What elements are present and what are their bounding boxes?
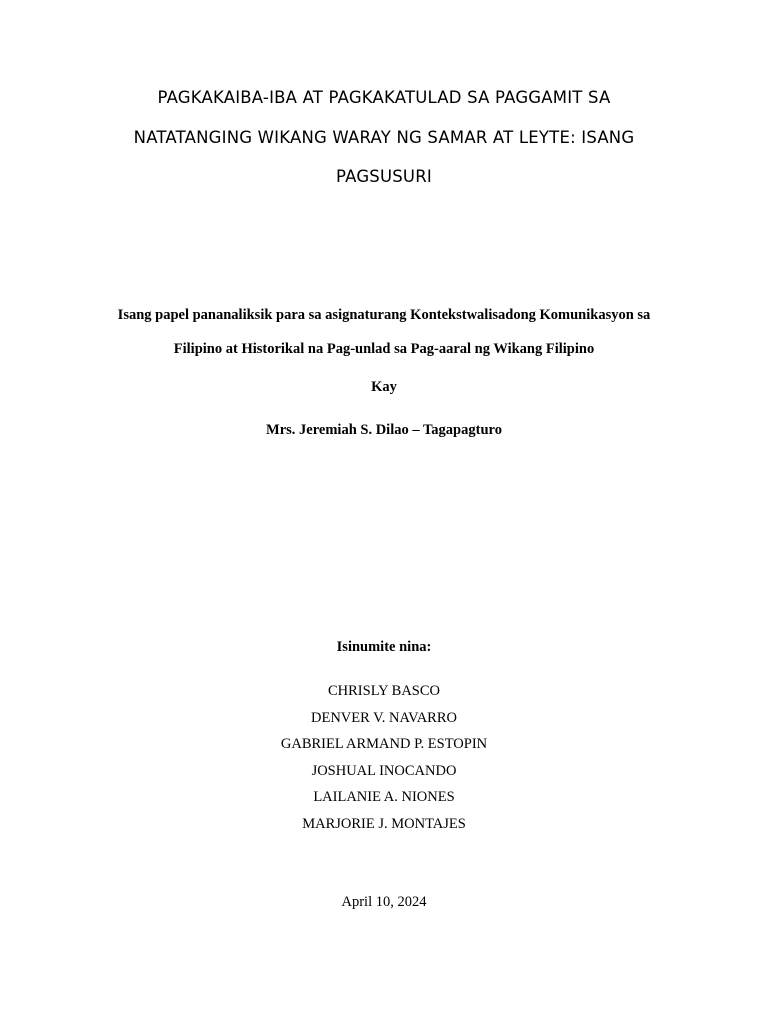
author-name: LAILANIE A. NIONES xyxy=(313,789,455,805)
paper-title xyxy=(0,78,768,197)
submitted-by-label: Isinumite nina: xyxy=(336,639,432,655)
author-list xyxy=(0,678,768,837)
author-name: MARJORIE J. MONTAJES xyxy=(302,815,466,832)
title-line: PAGKAKAIBA-IBA AT PAGKAKATULAD SA PAGGAMIT SA xyxy=(157,88,611,107)
paper-subtitle xyxy=(0,298,768,366)
subtitle-line: Isang papel pananaliksik para sa asignaturang Kontekstwalisadong Komunikasyon sa xyxy=(117,307,651,323)
submission-date: April 10, 2024 xyxy=(341,894,427,910)
author-name: GABRIEL ARMAND P. ESTOPIN xyxy=(280,736,488,752)
author-name: CHRISLY BASCO xyxy=(327,683,441,699)
title-line: NATATANGING WIKANG WARAY NG SAMAR AT LEYTE: ISANG xyxy=(133,127,635,147)
author-name: JOSHUAL INOCANDO xyxy=(311,762,457,779)
author-name: DENVER V. NAVARRO xyxy=(311,709,457,726)
title-line: PAGSUSURI xyxy=(336,167,432,186)
by-label: Kay xyxy=(371,379,397,395)
teacher-name: Mrs. Jeremiah S. Dilao – Tagapagturo xyxy=(266,422,502,438)
subtitle-line: Filipino at Historikal na Pag-unlad sa Pag-aaral ng Wikang Filipino xyxy=(173,341,595,357)
